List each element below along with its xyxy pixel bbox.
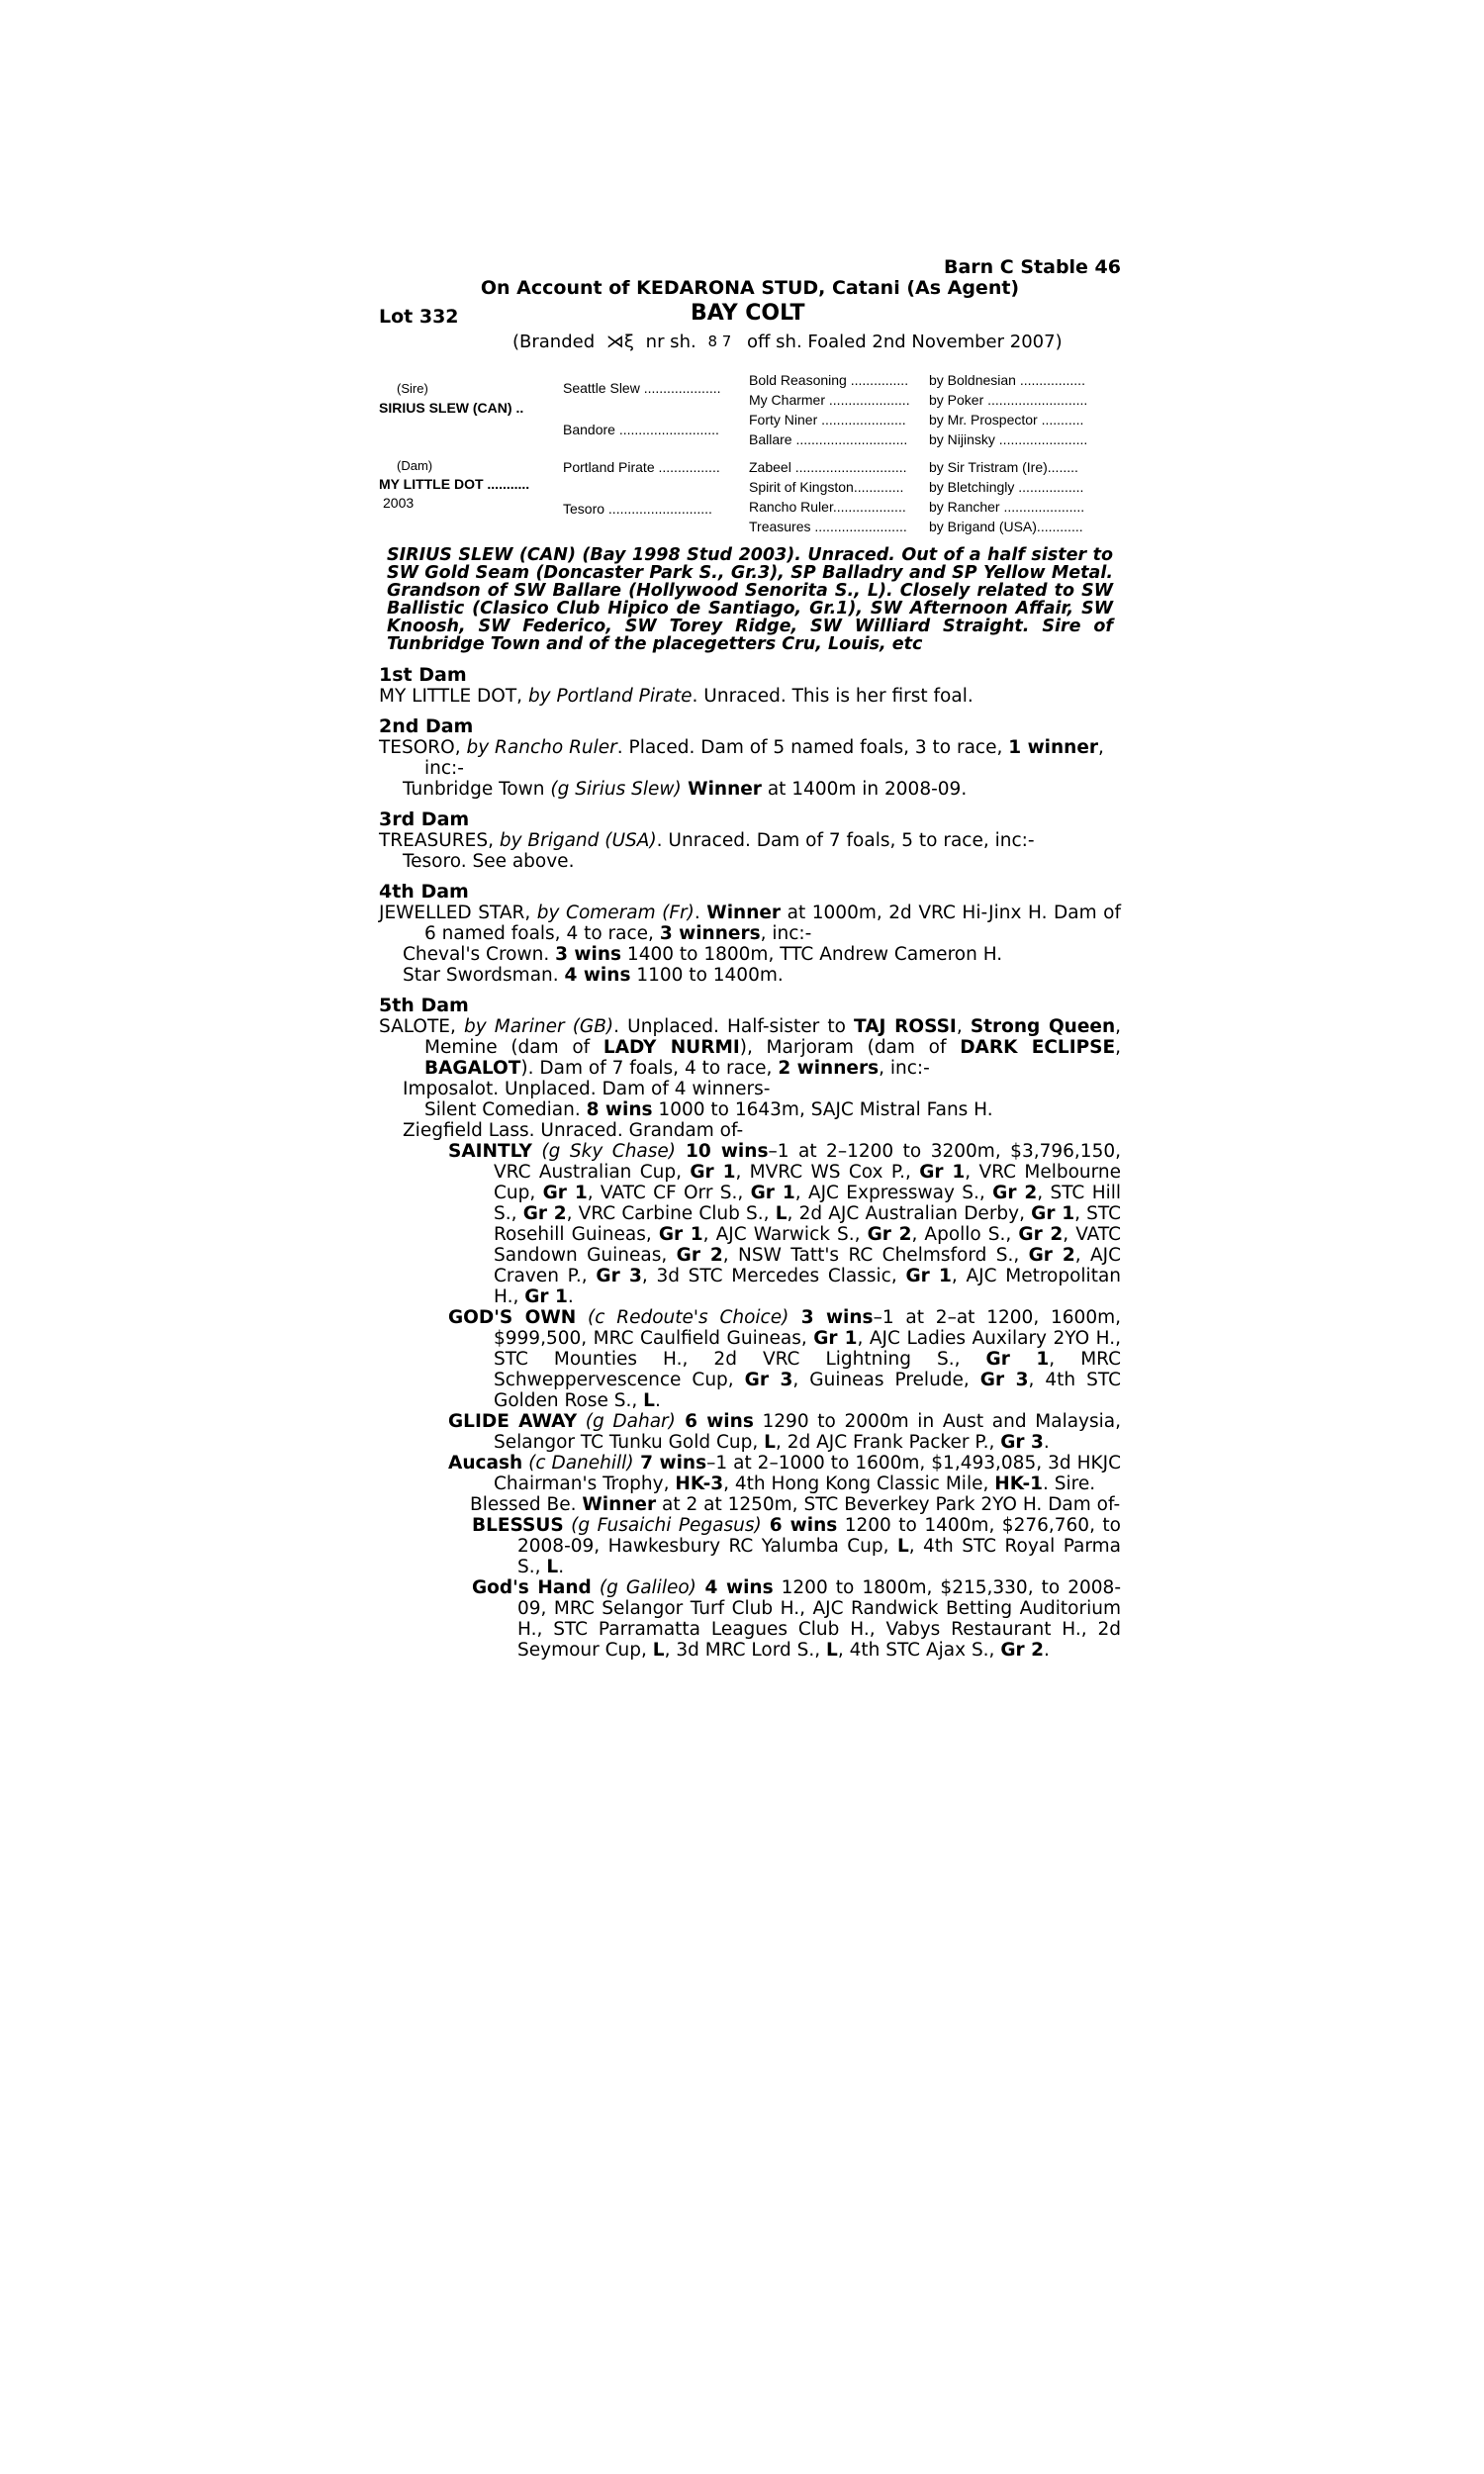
pedigree-table <box>379 370 1121 536</box>
brand-location: nr sh. <box>645 331 696 352</box>
ancestor-g2: Forty Niner ...................... <box>749 412 906 428</box>
third-dam-heading: 3rd Dam <box>379 809 470 830</box>
progeny-entry: Aucash (c Danehill) 7 wins–1 at 2–1000 to 1600m, $1,493,085, 3d HKJC Chairman's Trophy, HK-3, 4th Hong Kong Classic Mile, HK-1. Sire. <box>448 1453 1121 1494</box>
progeny-entry: Tesoro. See above. <box>403 851 575 872</box>
vendor-account: On Account of KEDARONA STUD, Catani (As Agent) <box>480 277 1020 299</box>
progeny-entry: Ziegfield Lass. Unraced. Grandam of- <box>403 1120 744 1141</box>
dam-name: MY LITTLE DOT ........... <box>379 476 530 492</box>
progeny-entry: Silent Comedian. 8 wins 1000 to 1643m, SAJC Mistral Fans H. <box>424 1099 993 1120</box>
grandsire-2: Portland Pirate ................ <box>563 459 720 475</box>
ancestor-g2: Rancho Ruler................... <box>749 499 906 515</box>
horse-description: BAY COLT <box>691 301 805 326</box>
progeny-entry: BLESSUS (g Fusaichi Pegasus) 6 wins 1200 to 1400m, $276,760, to 2008-09, Hawkesbury RC Yalumba Cup, L, 4th STC Royal Parma S., L. <box>472 1515 1121 1577</box>
ancestor-g3: by Sir Tristram (Ire)........ <box>929 459 1078 475</box>
lot-number: Lot 332 <box>379 306 459 328</box>
brand-line <box>379 331 1121 364</box>
fourth-dam-heading: 4th Dam <box>379 881 469 903</box>
brand-number-top: 8 <box>707 333 717 351</box>
fourth-dam-entry: JEWELLED STAR, by Comeram (Fr). Winner at 1000m, 2d VRC Hi-Jinx H. Dam of 6 named foals, 4 to race, 3 winners, inc:- <box>379 903 1121 944</box>
grandsire-1: Seattle Slew .................... <box>563 380 721 396</box>
fifth-dam-heading: 5th Dam <box>379 995 469 1016</box>
ancestor-g3: by Bletchingly ................. <box>929 479 1084 495</box>
progeny-entry: God's Hand (g Galileo) 4 wins 1200 to 1800m, $215,330, to 2008-09, MRC Selangor Turf Club H., AJC Randwick Betting Auditorium H., STC Parramatta Leagues Club H., Vabys Restaurant H., 2d Seymour Cup, L, 3d MRC Lord S., L, 4th STC Ajax S., Gr 2. <box>472 1577 1122 1661</box>
ancestor-g3: by Boldnesian ................. <box>929 372 1085 388</box>
ancestor-g3: by Rancher ..................... <box>929 499 1085 515</box>
progeny-entry: Cheval's Crown. 3 wins 1400 to 1800m, TTC Andrew Cameron H. <box>403 944 1003 965</box>
sire-name: SIRIUS SLEW (CAN) .. <box>379 400 524 416</box>
ancestor-g2: Treasures ........................ <box>749 519 907 534</box>
progeny-entry: GLIDE AWAY (g Dahar) 6 wins 1290 to 2000m in Aust and Malaysia, Selangor TC Tunku Gold Cup, L, 2d AJC Frank Packer P., Gr 3. <box>448 1411 1121 1453</box>
dam-label: (Dam) <box>397 458 433 473</box>
brand-mark-icon: ⋊ξ <box>605 331 634 352</box>
third-dam-entry: TREASURES, by Brigand (USA). Unraced. Dam of 7 foals, 5 to race, inc:- <box>379 830 1035 851</box>
dam-year: 2003 <box>383 495 415 511</box>
granddam-1: Bandore .......................... <box>563 422 719 437</box>
lot-row <box>379 303 1121 331</box>
ancestor-g3: by Poker .......................... <box>929 392 1088 408</box>
progeny-entry: SAINTLY (g Sky Chase) 10 wins–1 at 2–1200 to 3200m, $3,796,150, VRC Australian Cup, Gr 1, MVRC WS Cox P., Gr 1, VRC Melbourne Cup, Gr 1, VATC CF Orr S., Gr 1, AJC Expressway S., Gr 2, STC Hill S., Gr 2, VRC Carbine Club S., L, 2d AJC Australian Derby, Gr 1, STC Rosehill Guineas, Gr 1, AJC Warwick S., Gr 2, Apollo S., Gr 2, VATC Sandown Guineas, Gr 2, NSW Tatt's RC Chelmsford S., Gr 2, AJC Craven P., Gr 3, 3d STC Mercedes Classic, Gr 1, AJC Metropolitan H., Gr 1. <box>448 1141 1122 1307</box>
first-dam-entry: MY LITTLE DOT, by Portland Pirate. Unraced. This is her first foal. <box>379 686 974 707</box>
granddam-2: Tesoro ........................... <box>563 501 712 517</box>
ancestor-g2: Spirit of Kingston............. <box>749 479 904 495</box>
first-dam-heading: 1st Dam <box>379 664 467 686</box>
ancestor-g2: Bold Reasoning ............... <box>749 372 909 388</box>
brand-numbers <box>707 333 731 350</box>
ancestor-g2: Ballare ............................. <box>749 431 908 447</box>
brand-number-bottom: 7 <box>721 333 732 351</box>
ancestor-g3: by Brigand (USA)............ <box>929 519 1083 534</box>
progeny-entry: GOD'S OWN (c Redoute's Choice) 3 wins–1 at 2–at 1200, 1600m, $999,500, MRC Caulfield Guineas, Gr 1, AJC Ladies Auxilary 2YO H., STC Mounties H., 2d VRC Lightning S., Gr 1, MRC Schweppervescence Cup, Gr 3, Guineas Prelude, Gr 3, 4th STC Golden Rose S., L. <box>448 1307 1122 1411</box>
ancestor-g2: Zabeel ............................. <box>749 459 907 475</box>
ancestor-g3: by Mr. Prospector ........... <box>929 412 1084 428</box>
ancestor-g2: My Charmer ..................... <box>749 392 910 408</box>
brand-suffix: off sh. Foaled 2nd November 2007) <box>747 331 1063 352</box>
fifth-dam-entry: SALOTE, by Mariner (GB). Unplaced. Half-sister to TAJ ROSSI, Strong Queen, Memine (dam of LADY NURMI), Marjoram (dam of DARK ECLIPSE, BAGALOT). Dam of 7 foals, 4 to race, 2 winners, inc:- <box>379 1016 1122 1079</box>
second-dam-heading: 2nd Dam <box>379 715 474 737</box>
sire-label: (Sire) <box>397 381 428 396</box>
sire-summary: SIRIUS SLEW (CAN) (Bay 1998 Stud 2003). Unraced. Out of a half sister to SW Gold Seam (Doncaster Park S., Gr.3), SP Balladry and SP Yellow Metal. Grandson of SW Ballare (Hollywood Senorita S., L). Closely related to SW Ballistic (Clasico Club Hipico de Santiago, Gr.1), SW Afternoon Affair, SW Knoosh, SW Federico, SW Torey Ridge, SW Williard Straight. Sire of Tunbridge Town and of the placegetters Cru, Louis, etc <box>387 545 1113 654</box>
progeny-entry: Tunbridge Town (g Sirius Slew) Winner at 1400m in 2008-09. <box>403 779 968 800</box>
progeny-entry: Blessed Be. Winner at 2 at 1250m, STC Beverkey Park 2YO H. Dam of- <box>470 1494 1121 1515</box>
brand-prefix: (Branded <box>512 331 596 352</box>
ancestor-g3: by Nijinsky ....................... <box>929 431 1088 447</box>
second-dam-entry: TESORO, by Rancho Ruler. Placed. Dam of 5 named foals, 3 to race, 1 winner, inc:- <box>379 737 1104 779</box>
progeny-entry: Imposalot. Unplaced. Dam of 4 winners- <box>403 1079 771 1099</box>
catalogue-page <box>379 257 1121 1661</box>
barn-stable: Barn C Stable 46 <box>943 256 1121 278</box>
progeny-entry: Star Swordsman. 4 wins 1100 to 1400m. <box>403 965 784 986</box>
